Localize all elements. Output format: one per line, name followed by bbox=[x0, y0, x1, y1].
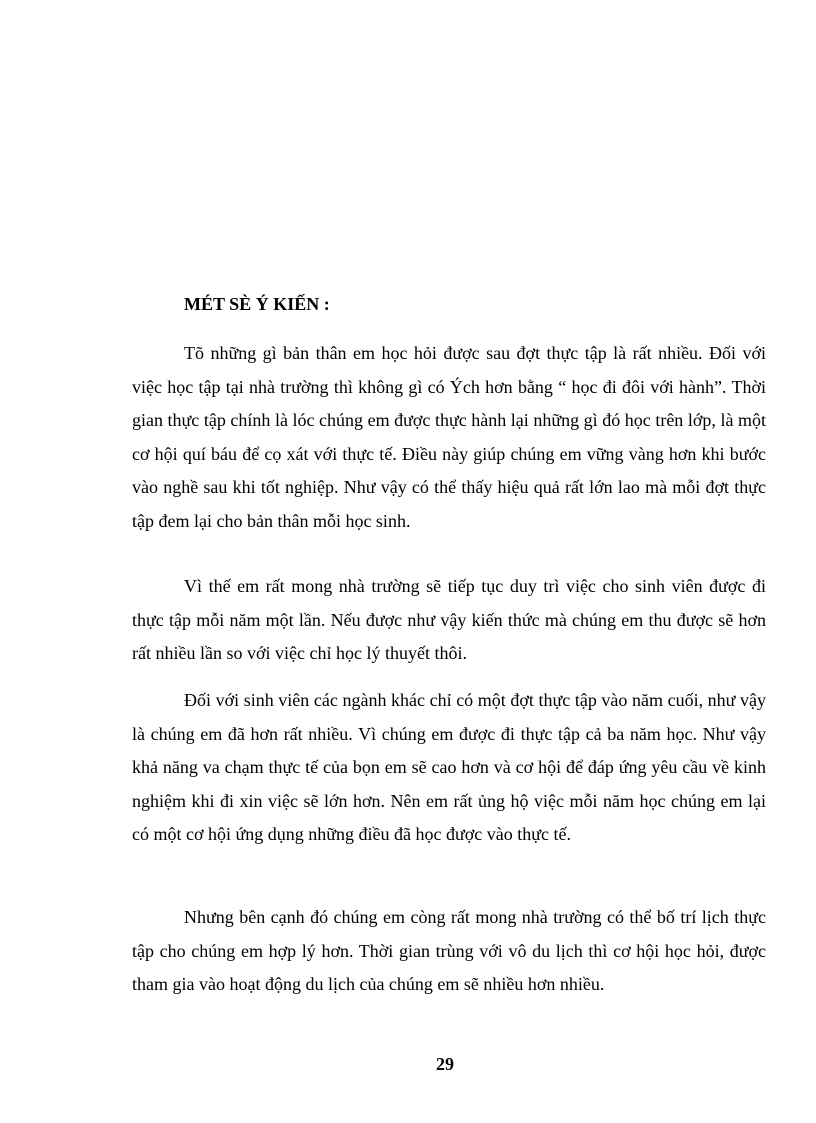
paragraph-3: Đối với sinh viên các ngành khác chỉ có một đợt thực tập vào năm cuối, như vậy là chúng em đã hơn rất nhiều. Vì chúng em được đi thực tập cả ba năm học. Như vậy khả năng va chạm thực tế của bọn em sẽ cao hơn và cơ hội để đáp ứng yêu cầu về kinh nghiệm khi đi xin việc sẽ lớn hơn. Nên em rất ủng hộ việc mỗi năm học chúng em lại có một cơ hội ứng dụng những điều đã học được vào thực tế. bbox=[132, 690, 766, 844]
paragraph-1: Tõ những gì bản thân em học hỏi được sau đợt thực tập là rất nhiều. Đối với việc học tập tại nhà trường thì không gì có Ých hơn bằng “ học đi đôi với hành”. Thời gian thực tập chính là lóc chúng em được thực hành lại những gì đó học trên lớp, là một cơ hội quí báu để cọ xát với thực tế. Điều này giúp chúng em vững vàng hơn khi bước vào nghề sau khi tốt nghiệp. Như vậy có thể thấy hiệu quả rất lớn lao mà mỗi đợt thực tập đem lại cho bản thân mỗi học sinh. bbox=[132, 343, 766, 531]
paragraph-4: Nhưng bên cạnh đó chúng em còng rất mong nhà trường có thể bố trí lịch thực tập cho chúng em hợp lý hơn. Thời gian trùng với vô du lịch thì cơ hội học hỏi, được tham gia vào hoạt động du lịch của chúng em sẽ nhiều hơn nhiều. bbox=[132, 907, 766, 994]
paragraph-2: Vì thế em rất mong nhà trường sẽ tiếp tục duy trì việc cho sinh viên được đi thực tập mỗi năm một lần. Nếu được như vậy kiến thức mà chúng em thu được sẽ hơn rất nhiều lần so với việc chỉ học lý thuyết thôi. bbox=[132, 576, 766, 663]
page-number: 29 bbox=[436, 1054, 454, 1074]
section-heading: MÉT SÈ Ý KIẾN : bbox=[184, 294, 330, 314]
